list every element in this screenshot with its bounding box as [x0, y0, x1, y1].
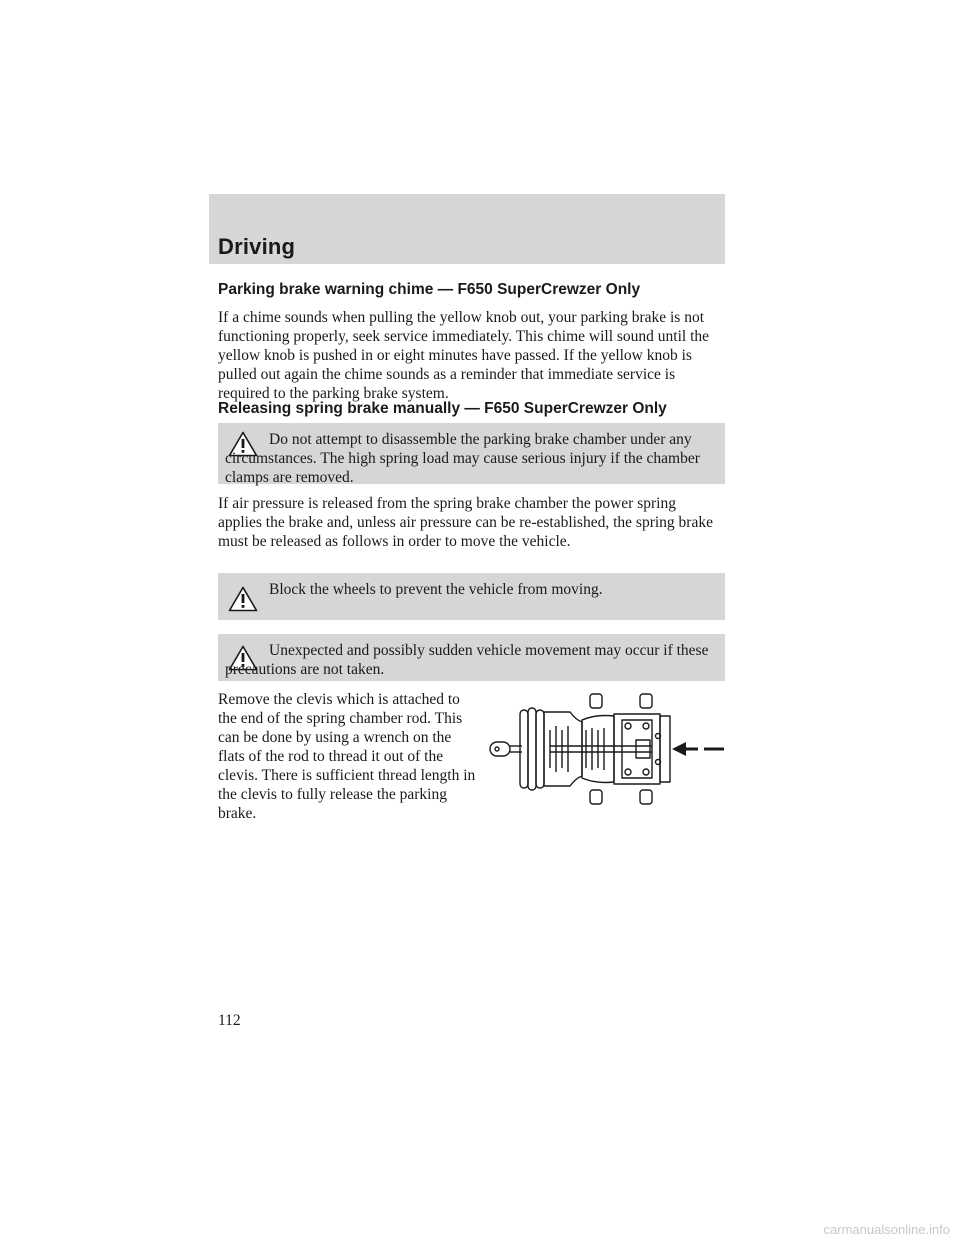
- section-title: Driving: [218, 234, 296, 259]
- warning-text-disassemble: Do not attempt to disassemble the parking brake chamber under any circumstances. The high spring load may cause serious injury if the chamber clamps are removed.: [225, 431, 700, 486]
- release-heading: Releasing spring brake manually — F650 SuperCrewzer Only: [218, 400, 667, 417]
- chime-paragraph: If a chime sounds when pulling the yellow knob out, your parking brake is not functioning properly, seek service immediately. This chime will sound until the yellow knob is pushed in or eight minutes have passed. If the yellow knob is pulled out again the chime sounds as a reminder that immediate service is required to the parking brake system.: [218, 309, 710, 402]
- spring-brake-chamber-illustration: [486, 690, 726, 806]
- warning-text-block-wheels: Block the wheels to prevent the vehicle from moving.: [269, 581, 603, 598]
- warning-box-block-wheels: [218, 573, 725, 620]
- warning-box-movement: [218, 634, 725, 681]
- warning-text-movement: Unexpected and possibly sudden vehicle movement may occur if these precautions are not taken.: [225, 642, 709, 678]
- warning-box-disassemble: [218, 423, 725, 484]
- page-number: 112: [218, 1012, 241, 1029]
- clevis-paragraph: Remove the clevis which is attached to the end of the spring chamber rod. This can be done by using a wrench on the flats of the rod to thread it out of the clevis. There is sufficient thread length in the clevis to fully release the parking brake.: [218, 691, 476, 822]
- chime-heading: Parking brake warning chime — F650 SuperCrewzer Only: [218, 281, 641, 298]
- release-paragraph: If air pressure is released from the spring brake chamber the power spring applies the brake and, unless air pressure can be re-established, the spring brake must be released as follows in order to move the vehicle.: [218, 495, 713, 550]
- watermark-link[interactable]: carmanualsonline.info: [823, 1222, 950, 1237]
